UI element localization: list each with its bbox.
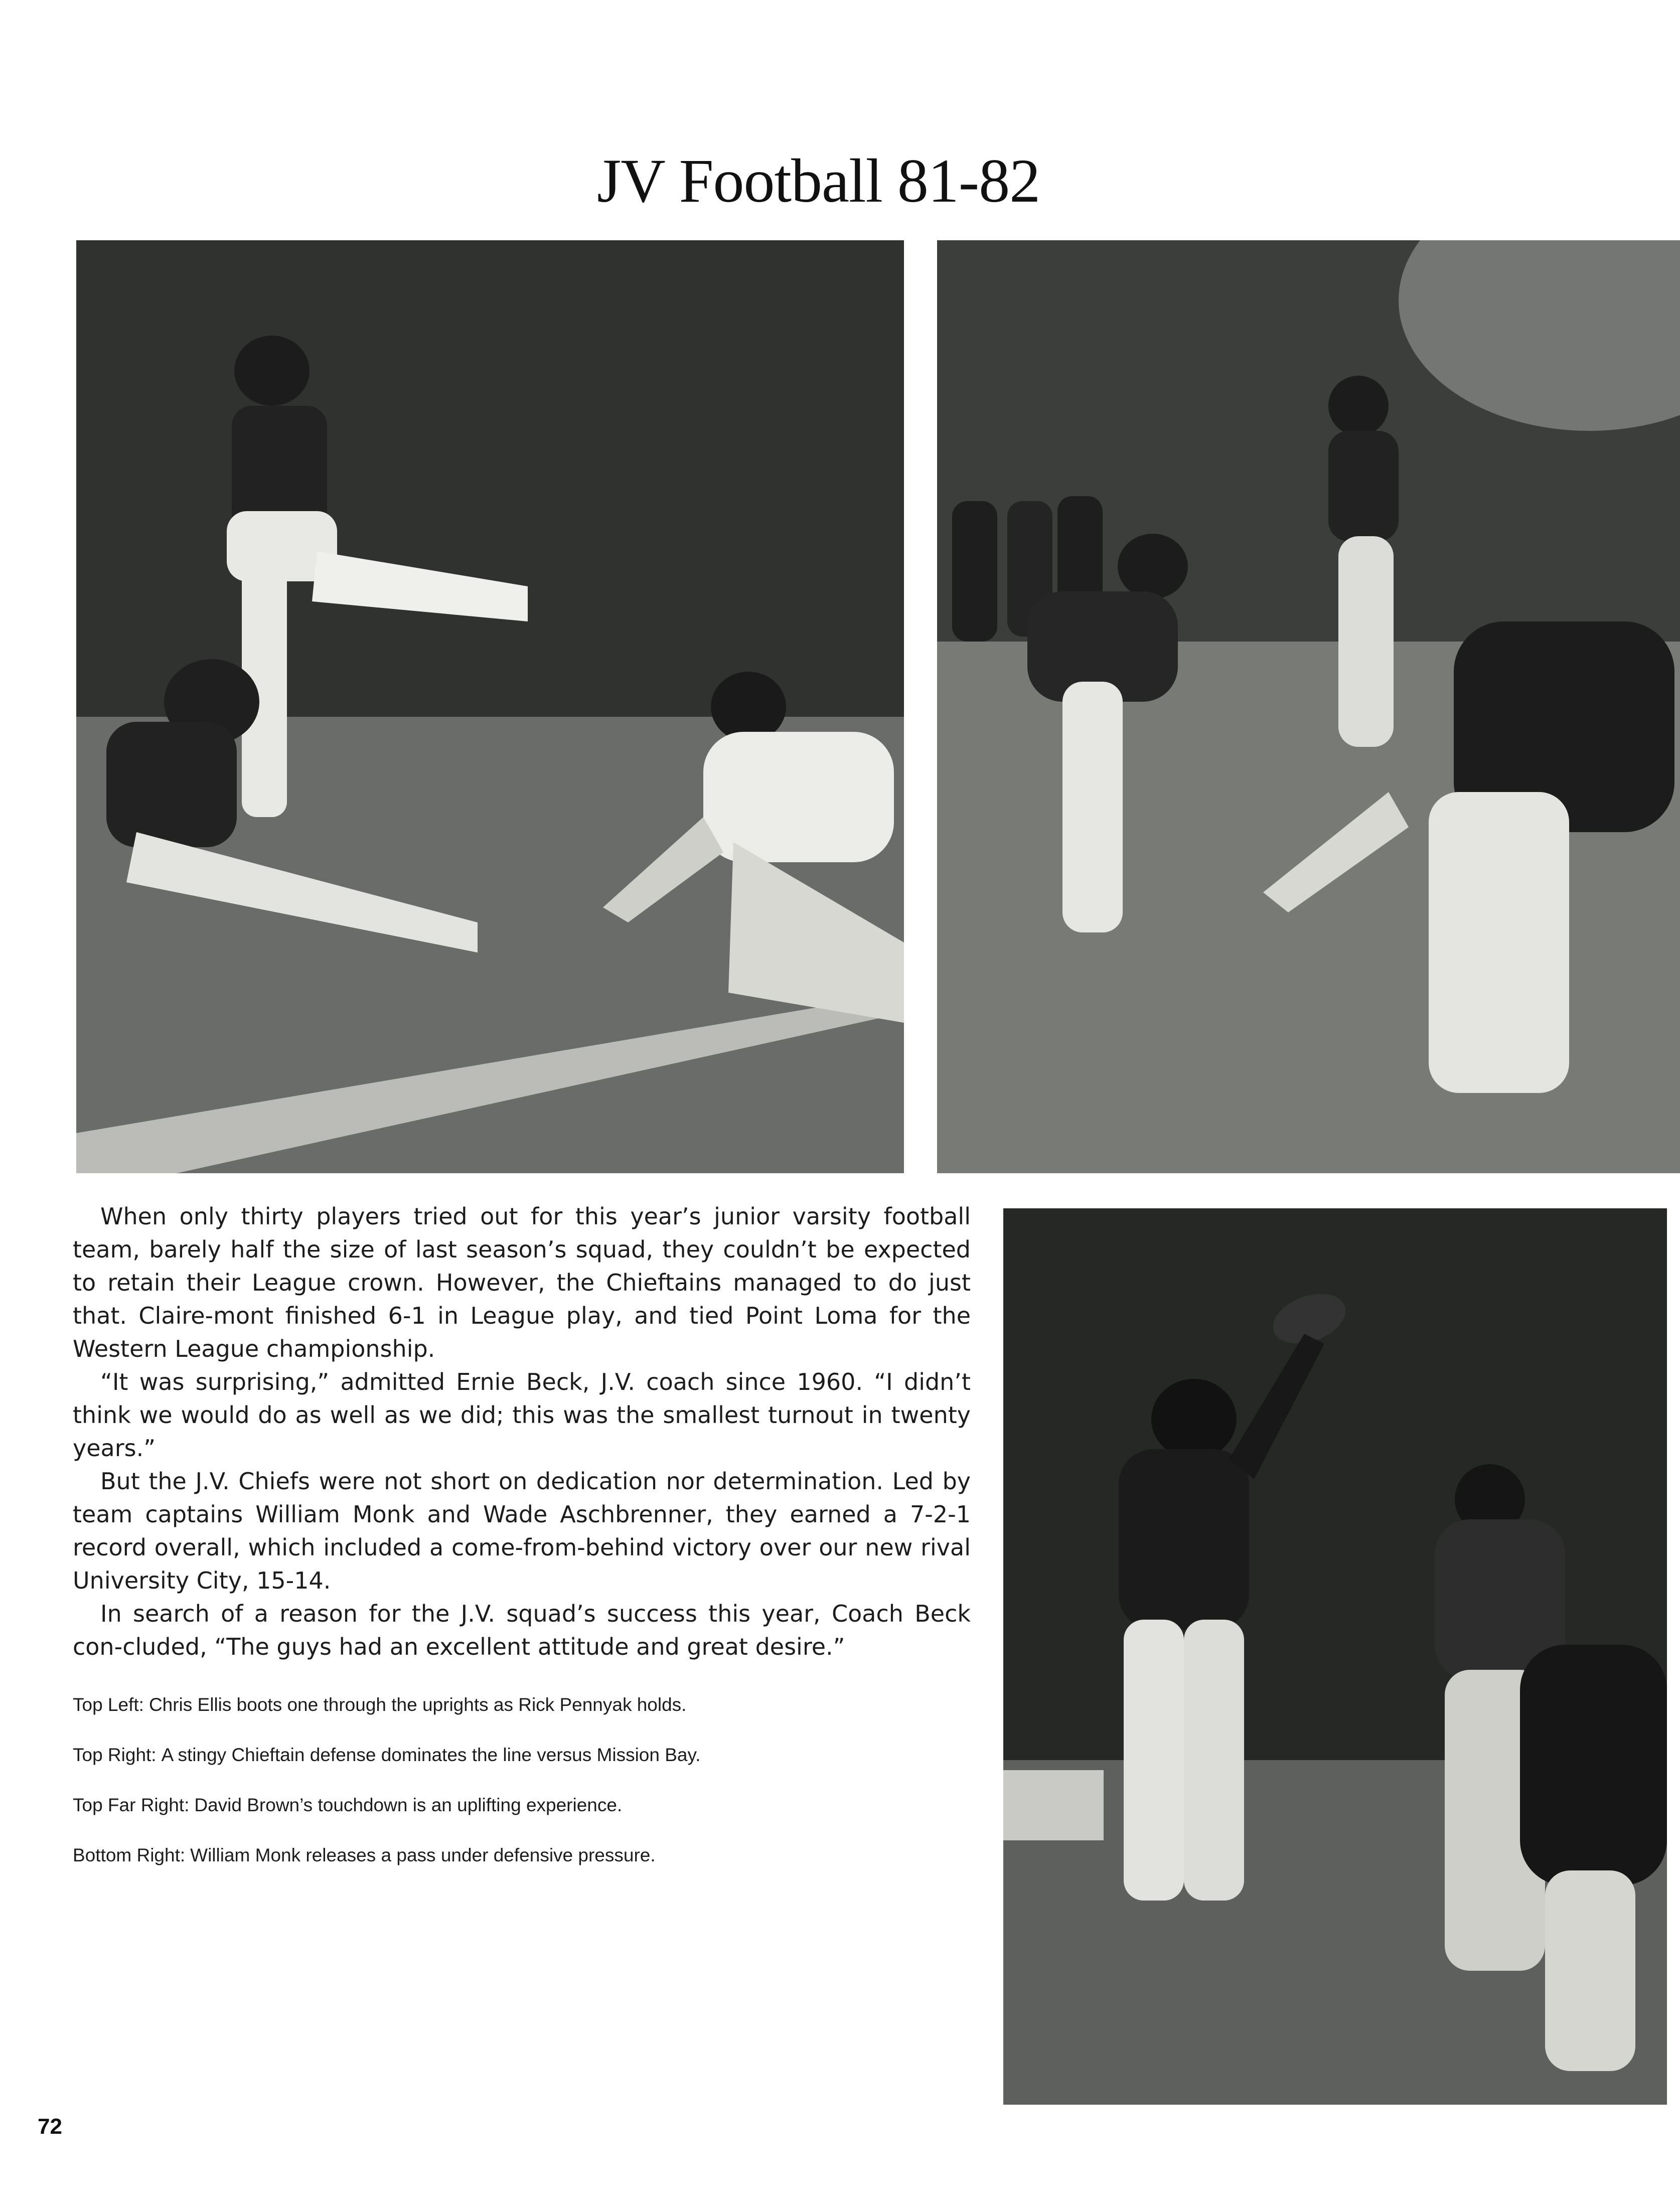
caption-top-far-right — [73, 1795, 971, 1845]
article-paragraph: “It was surprising,” admitted Ernie Beck, J.V. coach since 1960. “I didn’t think we would do as well as we did; this was the smallest turnout in twenty years.” — [73, 1368, 971, 1462]
article-body — [73, 1200, 971, 1663]
caption-text: A stingy Chieftain defense dominates the line versus Mission Bay. — [161, 1745, 701, 1765]
caption-label: Top Right: — [73, 1745, 157, 1765]
photo-bottom-right — [1003, 1208, 1667, 2105]
caption-top-left — [73, 1694, 971, 1745]
caption-text: William Monk releases a pass under defensive pressure. — [190, 1845, 656, 1865]
caption-label: Top Far Right: — [73, 1795, 190, 1815]
photo-captions — [73, 1694, 971, 1895]
caption-bottom-right — [73, 1845, 971, 1895]
caption-text: Chris Ellis boots one through the uprights as Rick Pennyak holds. — [148, 1694, 687, 1715]
caption-top-right — [73, 1745, 971, 1795]
photo-top-left — [76, 240, 904, 1173]
article-paragraph: But the J.V. Chiefs were not short on dedication nor determination. Led by team captains William Monk and Wade Aschbrenner, they earned a 7-2-1 record overall, which included a come-from-behind victory over our new rival University City, 15-14. — [73, 1468, 971, 1594]
caption-label: Top Left: — [73, 1694, 144, 1715]
article-paragraph: In search of a reason for the J.V. squad’s success this year, Coach Beck con-cluded, “The guys had an excellent attitude and great desire.” — [73, 1600, 971, 1660]
caption-text: David Brown’s touchdown is an uplifting experience. — [194, 1795, 623, 1815]
page-title: JV Football 81-82 — [597, 146, 1040, 215]
photo-top-right — [937, 240, 1680, 1173]
caption-label: Bottom Right: — [73, 1845, 186, 1865]
page-number: 72 — [38, 2114, 62, 2139]
article-paragraph: When only thirty players tried out for this year’s junior varsity football team, barely half the size of last season’s squad, they couldn’t be expected to retain their League crown. However, the Chieftains managed to do just that. Claire-mont finished 6-1 in League play, and tied Point Loma for the Western League championship. — [73, 1203, 971, 1362]
